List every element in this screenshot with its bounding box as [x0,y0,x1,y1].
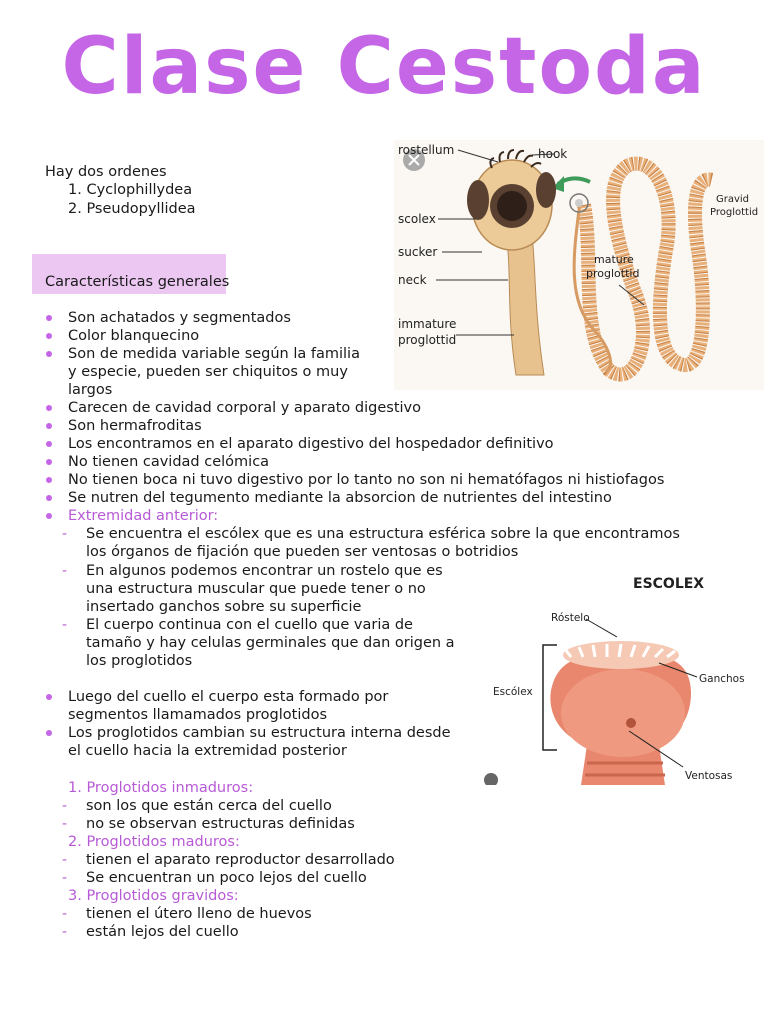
dash-marker: - [62,617,68,633]
list-item-continued: y especie, pueden ser chiquitos o muy [68,364,348,380]
tapeworm-diagram [394,140,764,390]
ordenes-intro: Hay dos ordenes [45,164,167,180]
list-item: No tienen boca ni tuvo digestivo por lo tanto no son ni hematófagos ni histiofagos [68,472,665,488]
dash-marker: - [62,798,68,814]
list-item: Son achatados y segmentados [68,310,291,326]
bullet-dot [46,315,52,321]
list-item: Los proglotidos cambian su estructura interna desde [68,725,451,741]
sub-item-continued: los proglotidos [86,653,193,669]
label-ventosas: Ventosas [685,770,733,782]
label-escolex: Escólex [493,686,533,698]
list-item: Son hermafroditas [68,418,202,434]
sub-item: no se observan estructuras definidas [86,816,355,832]
dash-marker: - [62,526,68,542]
sub-item: El cuerpo continua con el cuello que varia de [86,617,413,633]
bullet-dot [46,405,52,411]
proglotidos-gravidos-heading: 3. Proglotidos gravidos: [68,888,239,904]
list-item-continued: segmentos llamamados proglotidos [68,707,328,723]
label-mature-proglottid: proglottid [586,267,640,280]
sub-item-continued: insertado ganchos sobre su superficie [86,599,362,615]
bullet-dot [46,423,52,429]
list-item: Carecen de cavidad corporal y aparato digestivo [68,400,421,416]
dash-marker: - [62,870,68,886]
bullet-dot [46,351,52,357]
sub-item: son los que están cerca del cuello [86,798,332,814]
escolex-title: ESCOLEX [633,576,705,592]
sub-item: tienen el aparato reproductor desarrollado [86,852,395,868]
escolex-photo [483,575,763,785]
bullet-dot [46,333,52,339]
orden-item: 1. Cyclophillydea [68,182,193,198]
bullet-dot [46,477,52,483]
orden-item: 2. Pseudopyllidea [68,201,196,217]
bullet-dot [46,513,52,519]
sub-item-continued: tamaño y hay celulas germinales que dan origen a [86,635,455,651]
label-immature-proglottid: proglottid [398,333,457,347]
bullet-dot [46,495,52,501]
list-item: Los encontramos en el aparato digestivo del hospedador definitivo [68,436,554,452]
label-gravid: Gravid [716,194,750,205]
sub-item-continued: los órganos de fijación que pueden ser ventosas o botridios [86,544,519,560]
label-rostelo: Róstelo [551,612,590,624]
label-ganchos: Ganchos [699,673,745,685]
list-item-continued: largos [68,382,113,398]
list-item: No tienen cavidad celómica [68,454,270,470]
sub-item: En algunos podemos encontrar un rostelo que es [86,563,443,579]
bullet-dot [46,459,52,465]
dash-marker: - [62,906,68,922]
sub-item-continued: una estructura muscular que puede tener o no [86,581,426,597]
list-item: Luego del cuello el cuerpo esta formado por [68,689,389,705]
sub-item: Se encuentra el escólex que es una estructura esférica sobre la que encontramos [86,526,680,542]
list-item: Se nutren del tegumento mediante la absorcion de nutrientes del intestino [68,490,612,506]
label-immature: immature [398,317,457,331]
page-title: Clase Cestoda [61,22,707,112]
dash-marker: - [62,924,68,940]
dash-marker: - [62,563,68,579]
section-heading: Características generales [45,274,230,290]
proglotidos-inmaduros-heading: 1. Proglotidos inmaduros: [68,780,254,796]
label-sucker: sucker [398,245,438,259]
label-mature: mature [594,253,634,266]
list-item: Son de medida variable según la familia [68,346,360,362]
list-item-continued: el cuello hacia la extremidad posterior [68,743,347,759]
label-neck: neck [398,273,427,287]
proglotidos-maduros-heading: 2. Proglotidos maduros: [68,834,240,850]
list-item: Color blanquecino [68,328,200,344]
bullet-dot [46,441,52,447]
sub-item: Se encuentran un poco lejos del cuello [86,870,367,886]
extremidad-heading: Extremidad anterior: [68,508,219,524]
sub-item: están lejos del cuello [86,924,239,940]
label-hook: hook [538,147,568,161]
sub-item: tienen el útero lleno de huevos [86,906,312,922]
bullet-dot [46,730,52,736]
dash-marker: - [62,816,68,832]
label-gravid-proglottid: Proglottid [710,207,759,218]
dash-marker: - [62,852,68,868]
label-scolex: scolex [398,212,436,226]
bullet-dot [46,694,52,700]
label-rostellum: rostellum [398,143,455,157]
